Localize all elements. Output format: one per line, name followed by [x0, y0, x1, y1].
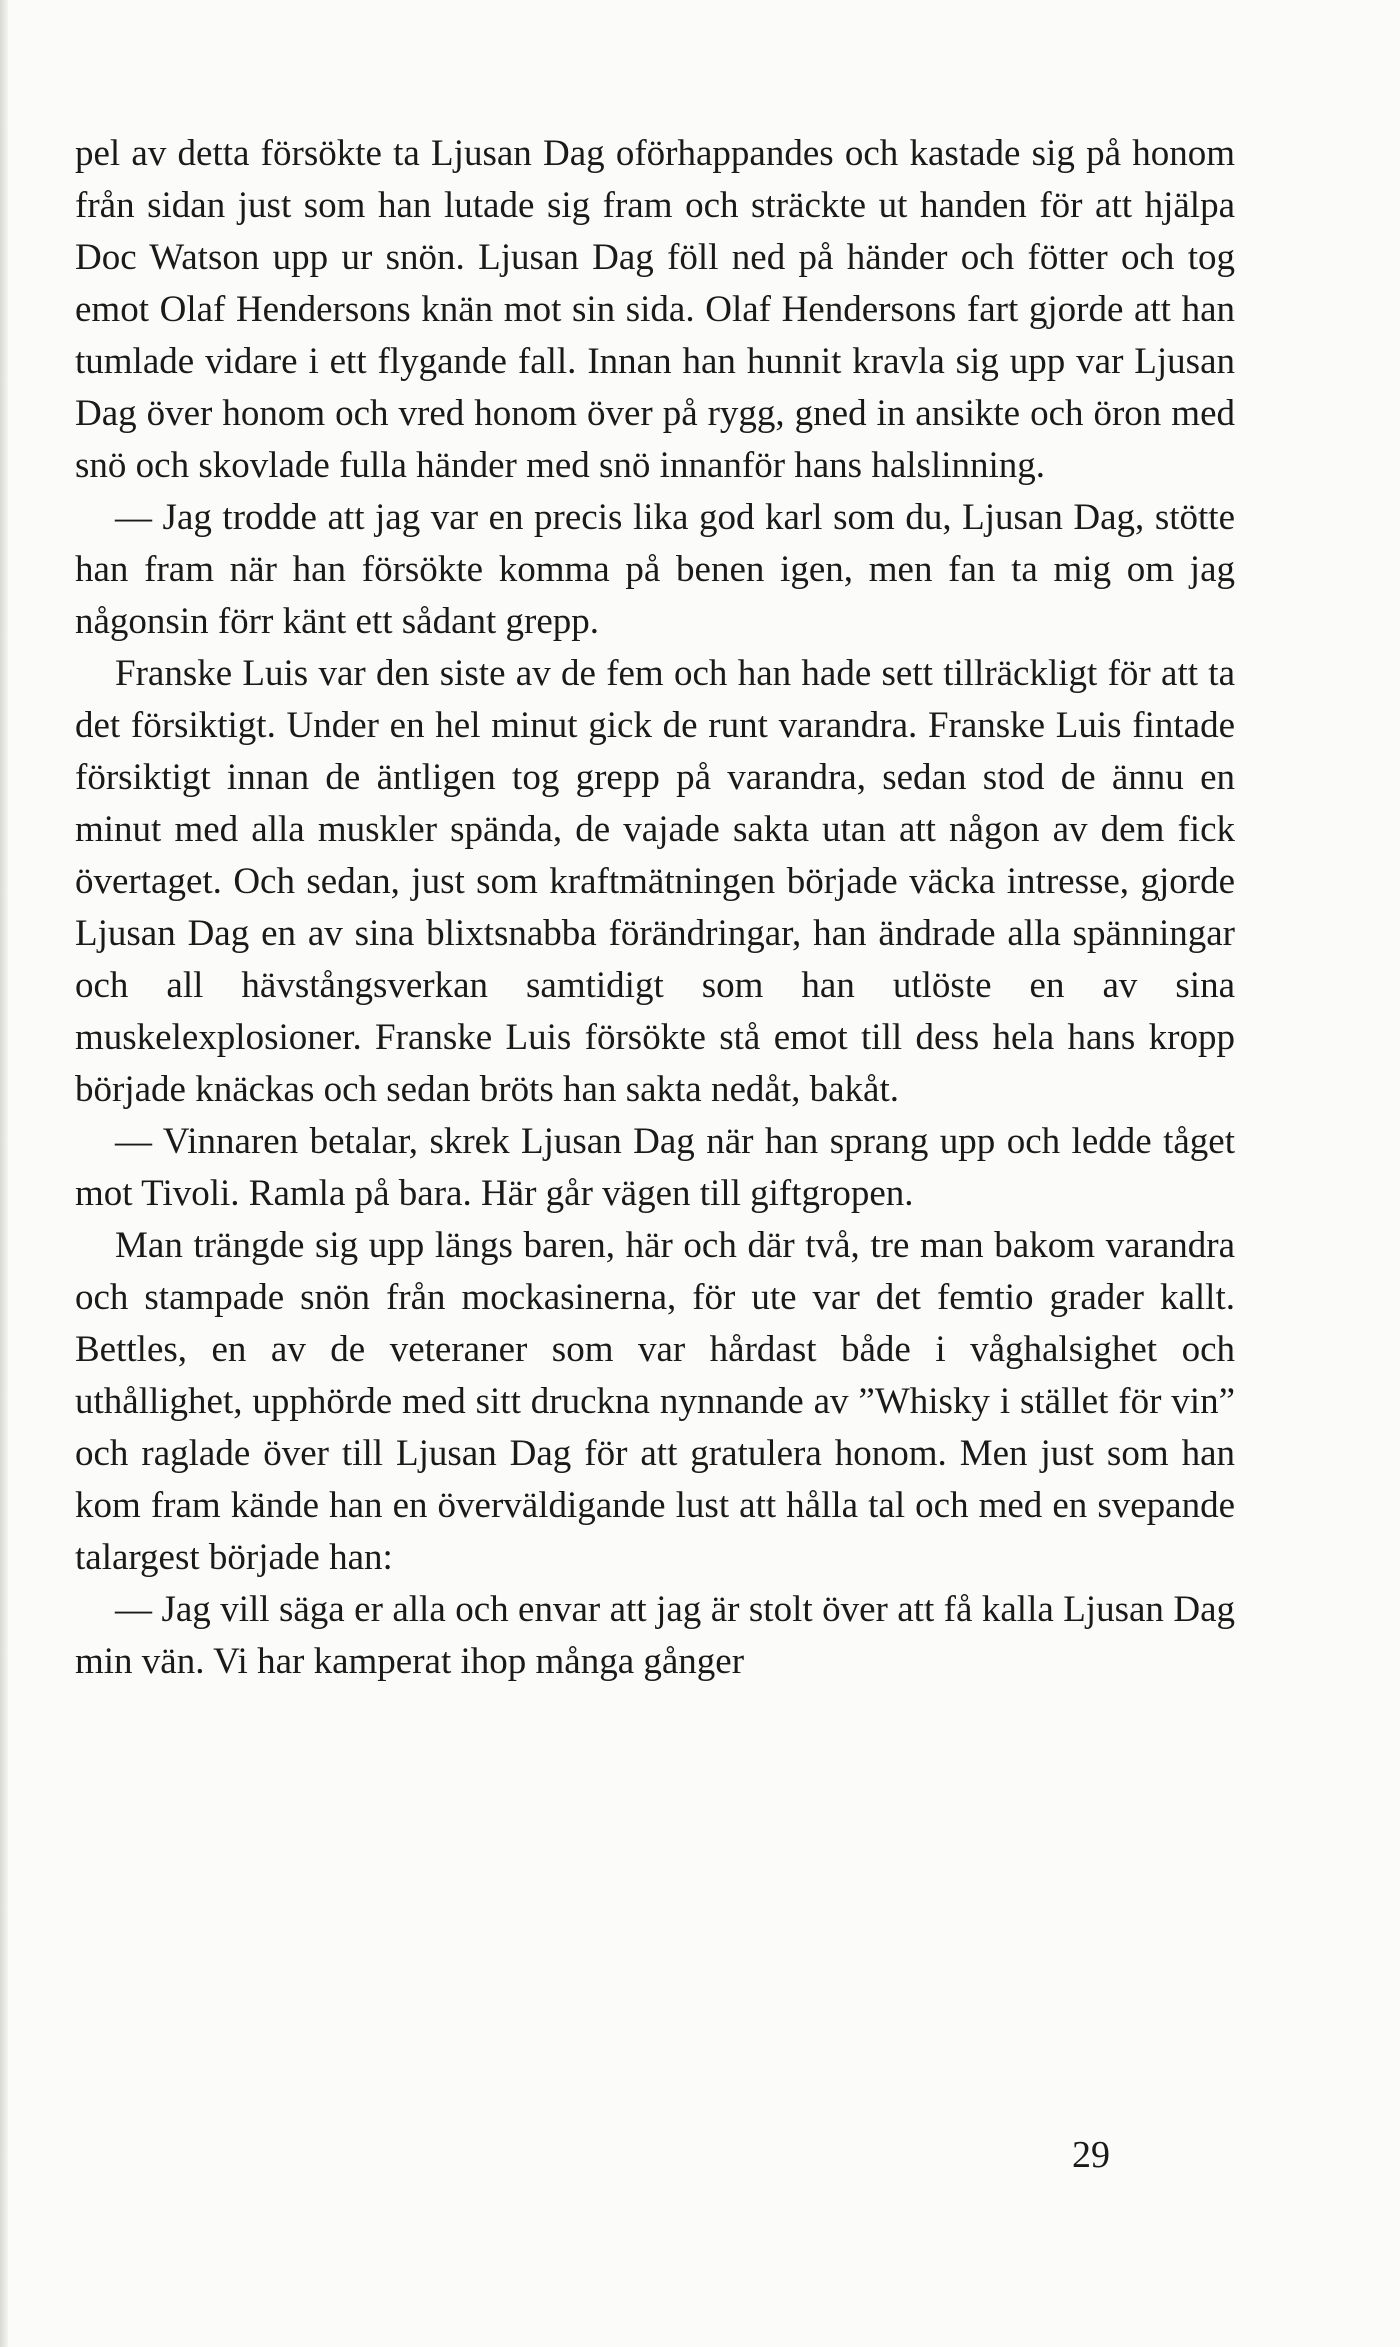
paragraph-1: pel av detta försökte ta Ljusan Dag oförhappandes och kastade sig på honom från sidan just som han lutade sig fram och sträckte ut handen för att hjälpa Doc Watson upp ur snön. Ljusan Dag föll ned på händer och fötter och tog emot Olaf Hendersons knän mot sin sida. Olaf Hendersons fart gjorde att han tumlade vidare i ett flygande fall. Innan han hunnit kravla sig upp var Ljusan Dag över honom och vred honom över på rygg, gned in ansikte och öron med snö och skovlade fulla händer med snö innanför hans halslinning. [75, 133, 1235, 486]
paragraph-6: — Jag vill säga er alla och envar att jag är stolt över att få kalla Ljusan Dag min vän. Vi har kamperat ihop många gånger [75, 1589, 1235, 1682]
paragraph-4: — Vinnaren betalar, skrek Ljusan Dag när han sprang upp och ledde tåget mot Tivoli. Ramla på bara. Här går vägen till giftgropen. [75, 1121, 1235, 1214]
paragraph-5: Man trängde sig upp längs baren, här och där två, tre man bakom varandra och stampade snön från mockasinerna, för ute var det femtio grader kallt. Bettles, en av de veteraner som var hårdast både i våghalsighet och uthållighet, upphörde med sitt druckna nynnande av ”Whisky i stället för vin” och raglade över till Ljusan Dag för att gratulera honom. Men just som han kom fram kände han en överväldigande lust att hålla tal och med en svepande talargest började han: [75, 1225, 1235, 1578]
page-number: 29 [1072, 2134, 1110, 2176]
body-text [75, 128, 1235, 1688]
paragraph-3: Franske Luis var den siste av de fem och han hade sett tillräckligt för att ta det försiktigt. Under en hel minut gick de runt varandra. Franske Luis fintade försiktigt innan de äntligen tog grepp på varandra, sedan stod de ännu en minut med alla muskler spända, de vajade sakta utan att någon av dem fick övertaget. Och sedan, just som kraftmätningen började väcka intresse, gjorde Ljusan Dag en av sina blixtsnabba förändringar, han ändrade alla spänningar och all hävstångsverkan samtidigt som han utlöste en av sina muskelexplosioner. Franske Luis försökte stå emot till dess hela hans kropp började knäckas och sedan bröts han sakta nedåt, bakåt. [75, 653, 1235, 1110]
page-binding-edge [0, 0, 8, 2347]
paragraph-2: — Jag trodde att jag var en precis lika god karl som du, Ljusan Dag, stötte han fram när han försökte komma på benen igen, men fan ta mig om jag någonsin förr känt ett sådant grepp. [75, 497, 1235, 642]
